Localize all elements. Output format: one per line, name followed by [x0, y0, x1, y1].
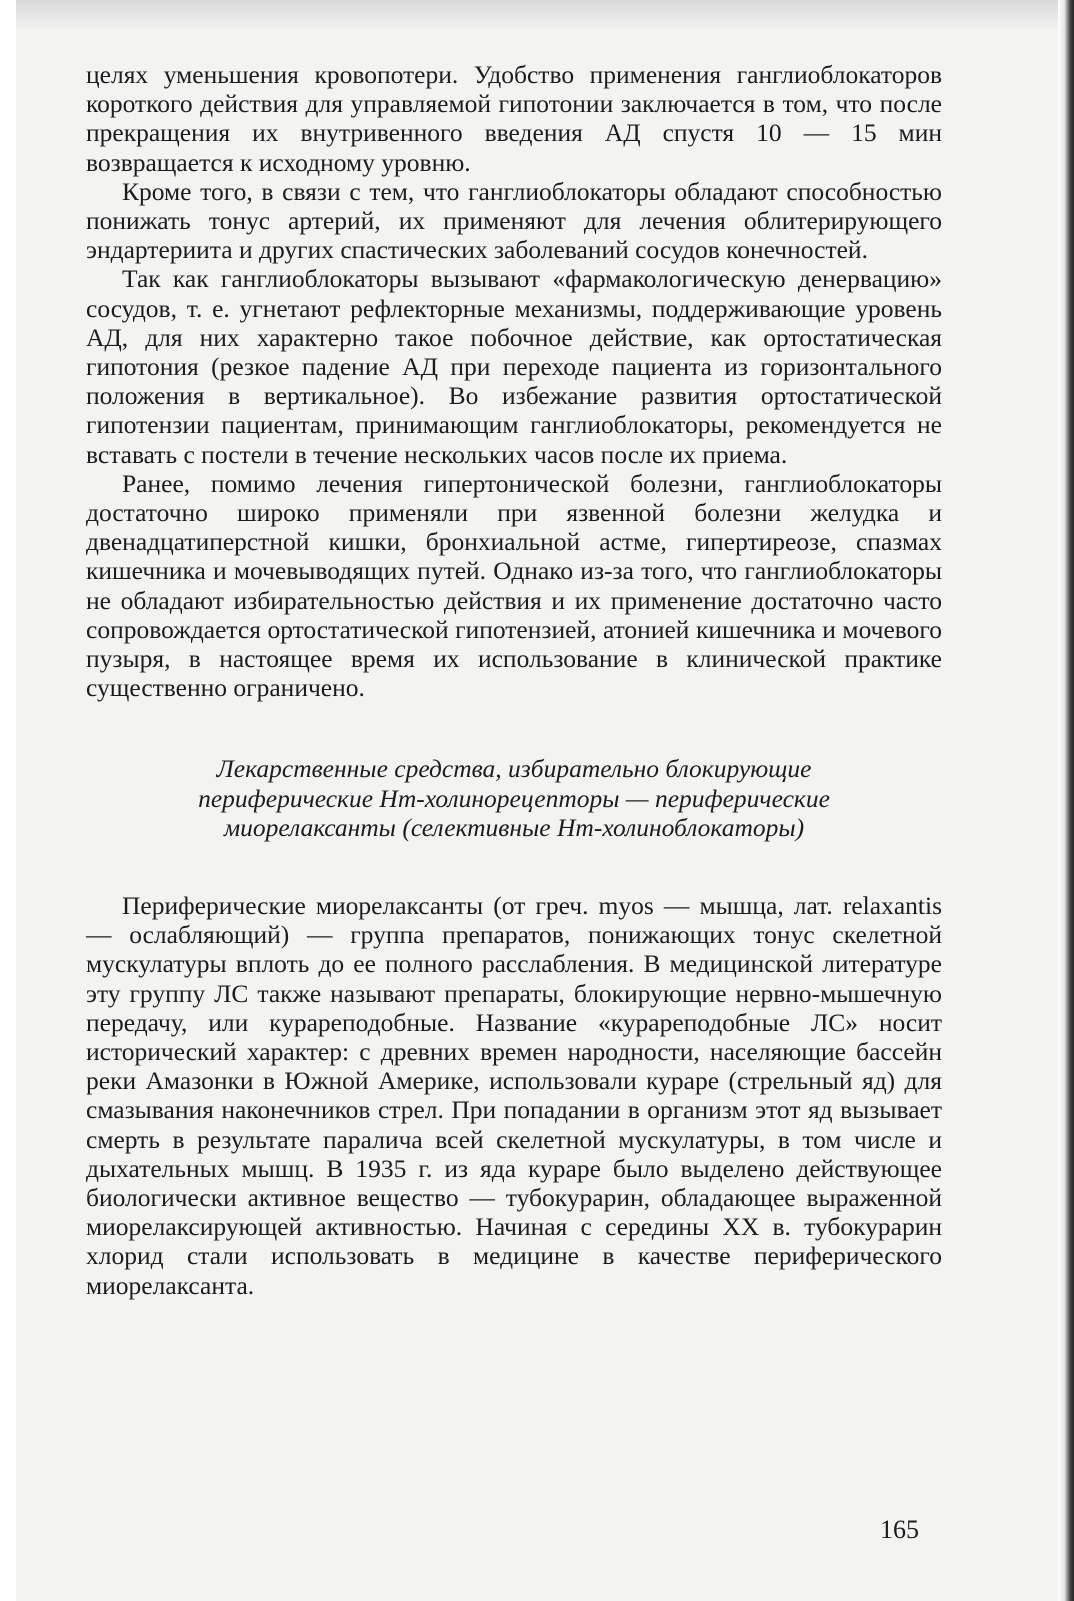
heading-line-1: Лекарственные средства, избирательно блокирующие: [216, 754, 812, 784]
heading-line-2: периферические Hm-холинорецепторы — периферические: [198, 783, 830, 813]
paragraph-3: Так как ганглиоблокаторы вызывают «фармакологическую денервацию» сосудов, т. е. угнетают рефлекторные механизмы, поддерживающие уровень АД, для них характерно такое побочное действие, как ортостатическая гипотония (резкое падение АД при переходе пациента из горизонтального положения в вертикальное). Во избежание развития ортостатической гипотензии пациентам, принимающим ганглиоблокаторы, рекомендуется не вставать с постели в течение нескольких часов после их приема.: [86, 264, 942, 469]
paragraph-5: Периферические миорелаксанты (от греч. myos — мышца, лат. relaxantis — ослабляющий) — группа препаратов, понижающих тонус скелетной мускулатуры вплоть до ее полного расслабления. В медицинской литературе эту группу ЛС также называют препараты, блокирующие нервно-мышечную передачу, или курареподобные. Название «курареподобные ЛС» носит исторический характер: с древних времен народности, населяющие бассейн реки Амазонки в Южной Америке, использовали кураре (стрельный яд) для смазывания наконечников стрел. При попадании в организм этот яд вызывает смерть в результате паралича всей скелетной мускулатуры, в том числе и дыхательных мышц. В 1935 г. из яда кураре было выделено действующее биологически активное вещество — тубокурарин, обладающее выраженной миорелаксирующей активностью. Начиная с середины XX в. тубокурарин хлорид стали использовать в медицине в качестве периферического миорелаксанта.: [86, 890, 942, 1300]
heading-line-3: миорелаксанты (селективные Hm-холиноблокаторы): [223, 813, 805, 843]
page-number: 165: [880, 1515, 919, 1544]
section-heading: [86, 754, 942, 843]
scan-top-shadow: [16, 0, 1058, 30]
paragraph-1: целях уменьшения кровопотери. Удобство применения ганглиоблокаторов короткого действия для управляемой гипотонии заключается в том, что после прекращения их внутривенного введения АД спустя 10 — 15 мин возвращается к исходному уровню.: [86, 60, 942, 177]
page-edge: [1058, 0, 1074, 1601]
paragraph-2: Кроме того, в связи с тем, что ганглиоблокаторы обладают способностью понижать тонус артерий, их применяют для лечения облитерирующего эндартериита и других спастических заболеваний сосудов конечностей.: [86, 176, 942, 265]
page-body: [86, 60, 942, 1300]
paragraph-4: Ранее, помимо лечения гипертонической болезни, ганглиоблокаторы достаточно широко применяли при язвенной болезни желудка и двенадцатиперстной кишки, бронхиальной астме, гипертиреозе, спазмах кишечника и мочевыводящих путей. Однако из-за того, что ганглиоблокаторы не обладают избирательностью действия и их применение достаточно часто сопровождается ортостатической гипотензией, атонией кишечника и мочевого пузыря, в настоящее время их использование в клинической практике существенно ограничено.: [86, 468, 942, 703]
